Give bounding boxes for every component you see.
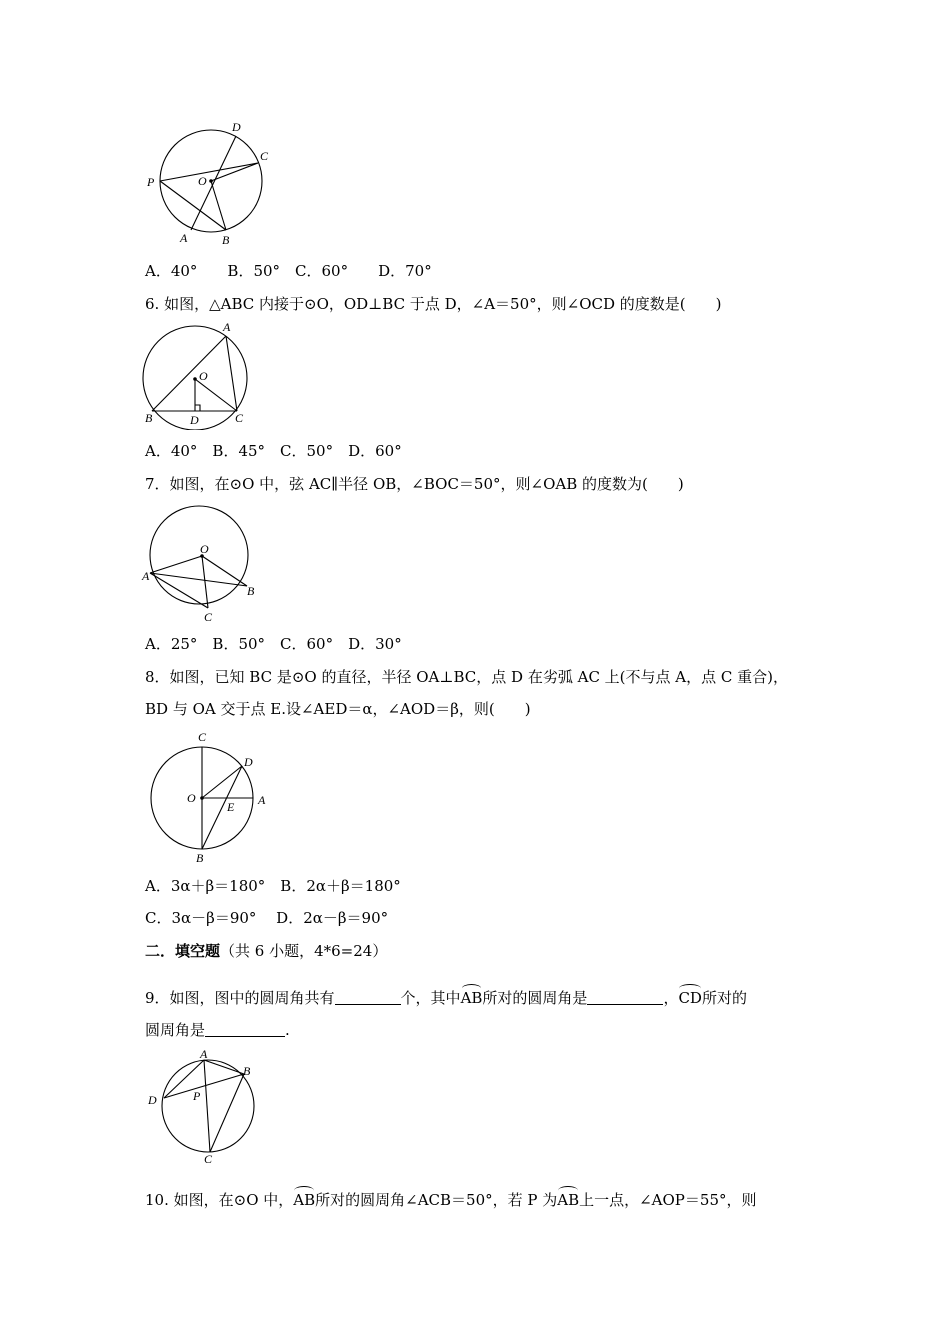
q7-options: A．25° B．50° C．60° D．30° (145, 635, 402, 653)
q9-text-3: 所对的圆周角是 (482, 989, 588, 1007)
q8-label-o: O (187, 791, 196, 805)
q9-blank-arc-ab[interactable] (587, 988, 663, 1005)
q8-label-d: D (244, 755, 253, 769)
q10-text-3: 上一点，∠AOP＝55°，则 (579, 1191, 757, 1209)
q8-stem-line2: BD 与 OA 交于点 E.设∠AED＝α，∠AOD＝β，则( ) (145, 700, 531, 718)
q10-text-1: 10. 如图，在⊙O 中， (145, 1191, 294, 1209)
q6-label-c: C (235, 411, 244, 425)
q8-figure (138, 727, 278, 867)
q6-label-a: A (223, 320, 231, 334)
section2-heading (145, 941, 387, 961)
q9-text-2: 个，其中 (400, 989, 461, 1007)
q9-label-p: P (193, 1089, 201, 1103)
q8-options-line1: A．3α＋β＝180° B．2α＋β＝180° (145, 877, 401, 895)
q9-text-7: . (285, 1021, 290, 1039)
q7-figure (138, 494, 263, 628)
q5-label-o: O (198, 174, 207, 188)
q9-figure (142, 1046, 267, 1168)
q8-label-b: B (196, 851, 204, 865)
q8-label-a: A (258, 793, 266, 807)
q7-label-c: C (204, 610, 213, 624)
q6-stem: 6. 如图，△ABC 内接于⊙O，OD⊥BC 于点 D，∠A＝50°，则∠OCD 的度数是( ) (145, 295, 722, 313)
q9-text-1: 9．如图，图中的圆周角共有 (145, 989, 335, 1007)
q10-arc-ab-2: AB (557, 1191, 580, 1209)
q9-text-4: ， (663, 989, 679, 1007)
q5-label-c: C (260, 149, 269, 163)
q8-stem-line1: 8．如图，已知 BC 是⊙O 的直径，半径 OA⊥BC，点 D 在劣弧 AC 上(不与点 A，点 C 重合)， (145, 668, 789, 686)
q9-blank-count[interactable] (335, 988, 401, 1005)
section2-title: 二．填空题 (145, 942, 221, 960)
q10-line1 (145, 1190, 757, 1210)
q7-label-a: A (142, 569, 150, 583)
q6-options: A．40° B．45° C．50° D．60° (145, 442, 402, 460)
q9-line2 (145, 1020, 290, 1040)
q6-label-o: O (199, 369, 208, 383)
q9-line1 (145, 988, 747, 1008)
q6-label-d: D (190, 413, 199, 427)
q8-options-line2: C．3α－β＝90° D．2α－β＝90° (145, 909, 389, 927)
q10-text-2: 所对的圆周角∠ACB＝50°，若 P 为 (315, 1191, 558, 1209)
q10-arc-ab-1: AB (293, 1191, 316, 1209)
q9-blank-arc-cd[interactable] (205, 1020, 285, 1037)
q9-label-b: B (243, 1064, 251, 1078)
q9-arc-cd: CD (678, 989, 702, 1007)
q8-label-c: C (198, 730, 207, 744)
q5-label-b: B (222, 233, 230, 247)
q6-figure (138, 318, 258, 430)
q5-label-d: D (232, 120, 241, 134)
q7-label-b: B (247, 584, 255, 598)
q6-label-b: B (145, 411, 153, 425)
q9-arc-ab: AB (460, 989, 483, 1007)
q9-label-d: D (148, 1093, 157, 1107)
q9-label-c: C (204, 1152, 213, 1166)
q8-label-e: E (227, 800, 235, 814)
q5-figure (140, 115, 285, 250)
q5-label-a: A (180, 231, 188, 245)
q9-text-5: 所对的 (701, 989, 747, 1007)
q9-label-a: A (200, 1047, 208, 1061)
section2-note: （共 6 小题，4*6=24） (220, 942, 388, 960)
q5-label-p: P (147, 175, 155, 189)
q7-stem: 7．如图，在⊙O 中，弦 AC∥半径 OB，∠BOC＝50°，则∠OAB 的度数为( ) (145, 475, 684, 493)
q9-text-6: 圆周角是 (145, 1021, 206, 1039)
q7-label-o: O (200, 542, 209, 556)
q5-options: A．40° B．50° C．60° D．70° (145, 262, 432, 280)
